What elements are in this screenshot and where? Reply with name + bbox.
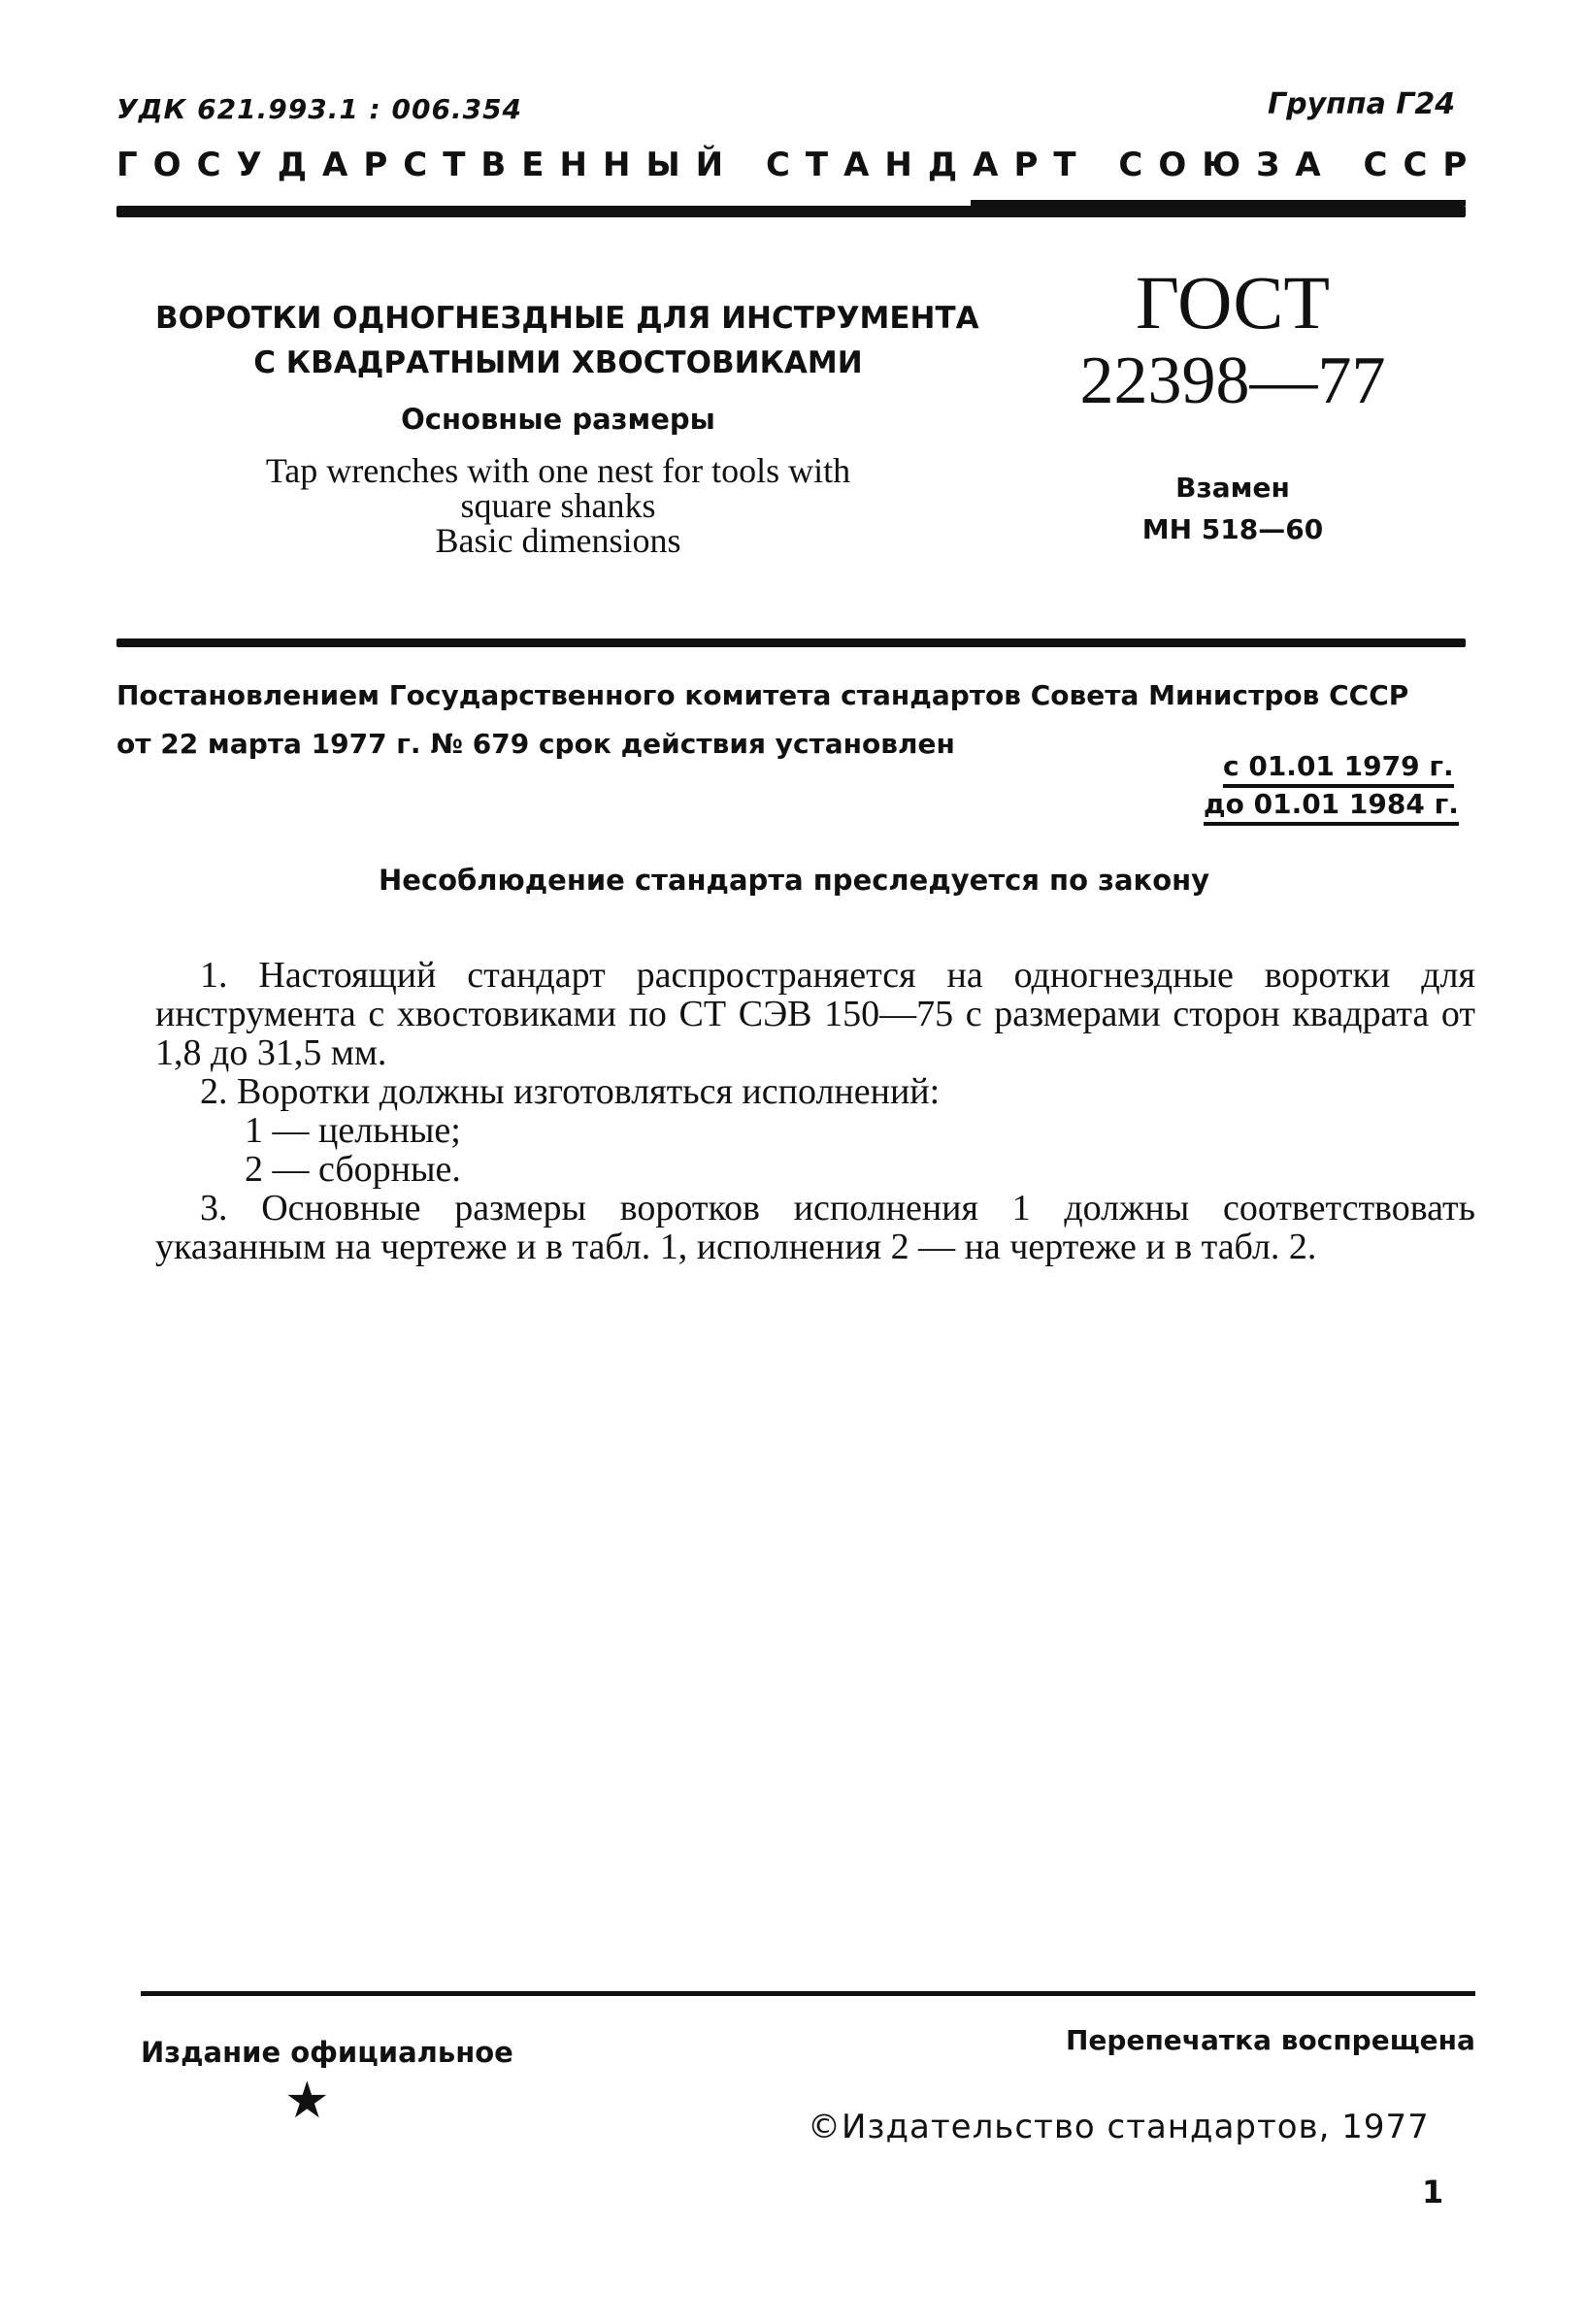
- decree-line-2: от 22 марта 1977 г. № 679 срок действия установлен: [116, 728, 955, 760]
- paragraph-3: 3. Основные размеры воротков исполнения 1 должны соответствовать указанным на чертеже и в табл. 1, исполнения 2 — на чертеже и в табл. 2.: [155, 1188, 1475, 1267]
- gost-label: ГОСТ: [1135, 260, 1331, 344]
- edition-label: Издание официальное: [141, 2036, 513, 2069]
- title-line-2: С КВАДРАТНЫМИ ХВОСТОВИКАМИ: [253, 345, 863, 380]
- gost-number: 22398—77: [1079, 344, 1386, 418]
- state-standard-title: ГОСУДАРСТВЕННЫЙ СТАНДАРТ СОЮЗА ССР: [116, 146, 1483, 184]
- gost-block: [1058, 260, 1407, 545]
- validity-date-from: с 01.01 1979 г.: [1223, 750, 1454, 788]
- star-icon: ★: [284, 2074, 330, 2129]
- decree-line-1: Постановлением Государственного комитета стандартов Совета Министров СССР: [116, 679, 1409, 711]
- replaces-value: МН 518—60: [1141, 513, 1324, 545]
- body-text: [155, 956, 1475, 1266]
- english-title: [155, 453, 961, 558]
- section-rule: [116, 638, 1466, 647]
- page-number: 1: [1422, 2174, 1444, 2210]
- header-rule: [116, 206, 1466, 217]
- english-title-line-3: Basic dimensions: [435, 521, 681, 560]
- footer-rule: [141, 1991, 1475, 1996]
- paragraph-2: 2. Воротки должны изготовляться исполнений:: [200, 1071, 941, 1112]
- replaces-label: Взамен: [1175, 472, 1290, 504]
- title-block: [155, 296, 979, 560]
- reprint-notice: Перепечатка воспрещена: [1066, 2024, 1475, 2056]
- list-item: 1 — цельные;: [245, 1110, 461, 1151]
- group-code: Группа Г24: [1268, 87, 1456, 121]
- title-subtitle: Основные размеры: [401, 403, 715, 436]
- validity-date-to: до 01.01 1984 г.: [1204, 788, 1459, 826]
- violation-notice: Несоблюдение стандарта преследуется по закону: [379, 864, 1210, 897]
- paragraph-1: 1. Настоящий стандарт распространяется на одногнездные воротки для инструмента с хвостовиками по СТ СЭВ 150—75 с размерами сторон квадрата от 1,8 до 31,5 мм.: [155, 955, 1475, 1073]
- udk-code: УДК 621.993.1 : 006.354: [116, 93, 523, 125]
- title-line-1: ВОРОТКИ ОДНОГНЕЗДНЫЕ ДЛЯ ИНСТРУМЕНТА: [155, 301, 979, 336]
- publisher-copyright: ©Издательство стандартов, 1977: [808, 2108, 1430, 2146]
- english-title-line-2: square shanks: [460, 486, 656, 525]
- list-item: 2 — сборные.: [245, 1149, 461, 1190]
- english-title-line-1: Tap wrenches with one nest for tools with: [265, 451, 851, 490]
